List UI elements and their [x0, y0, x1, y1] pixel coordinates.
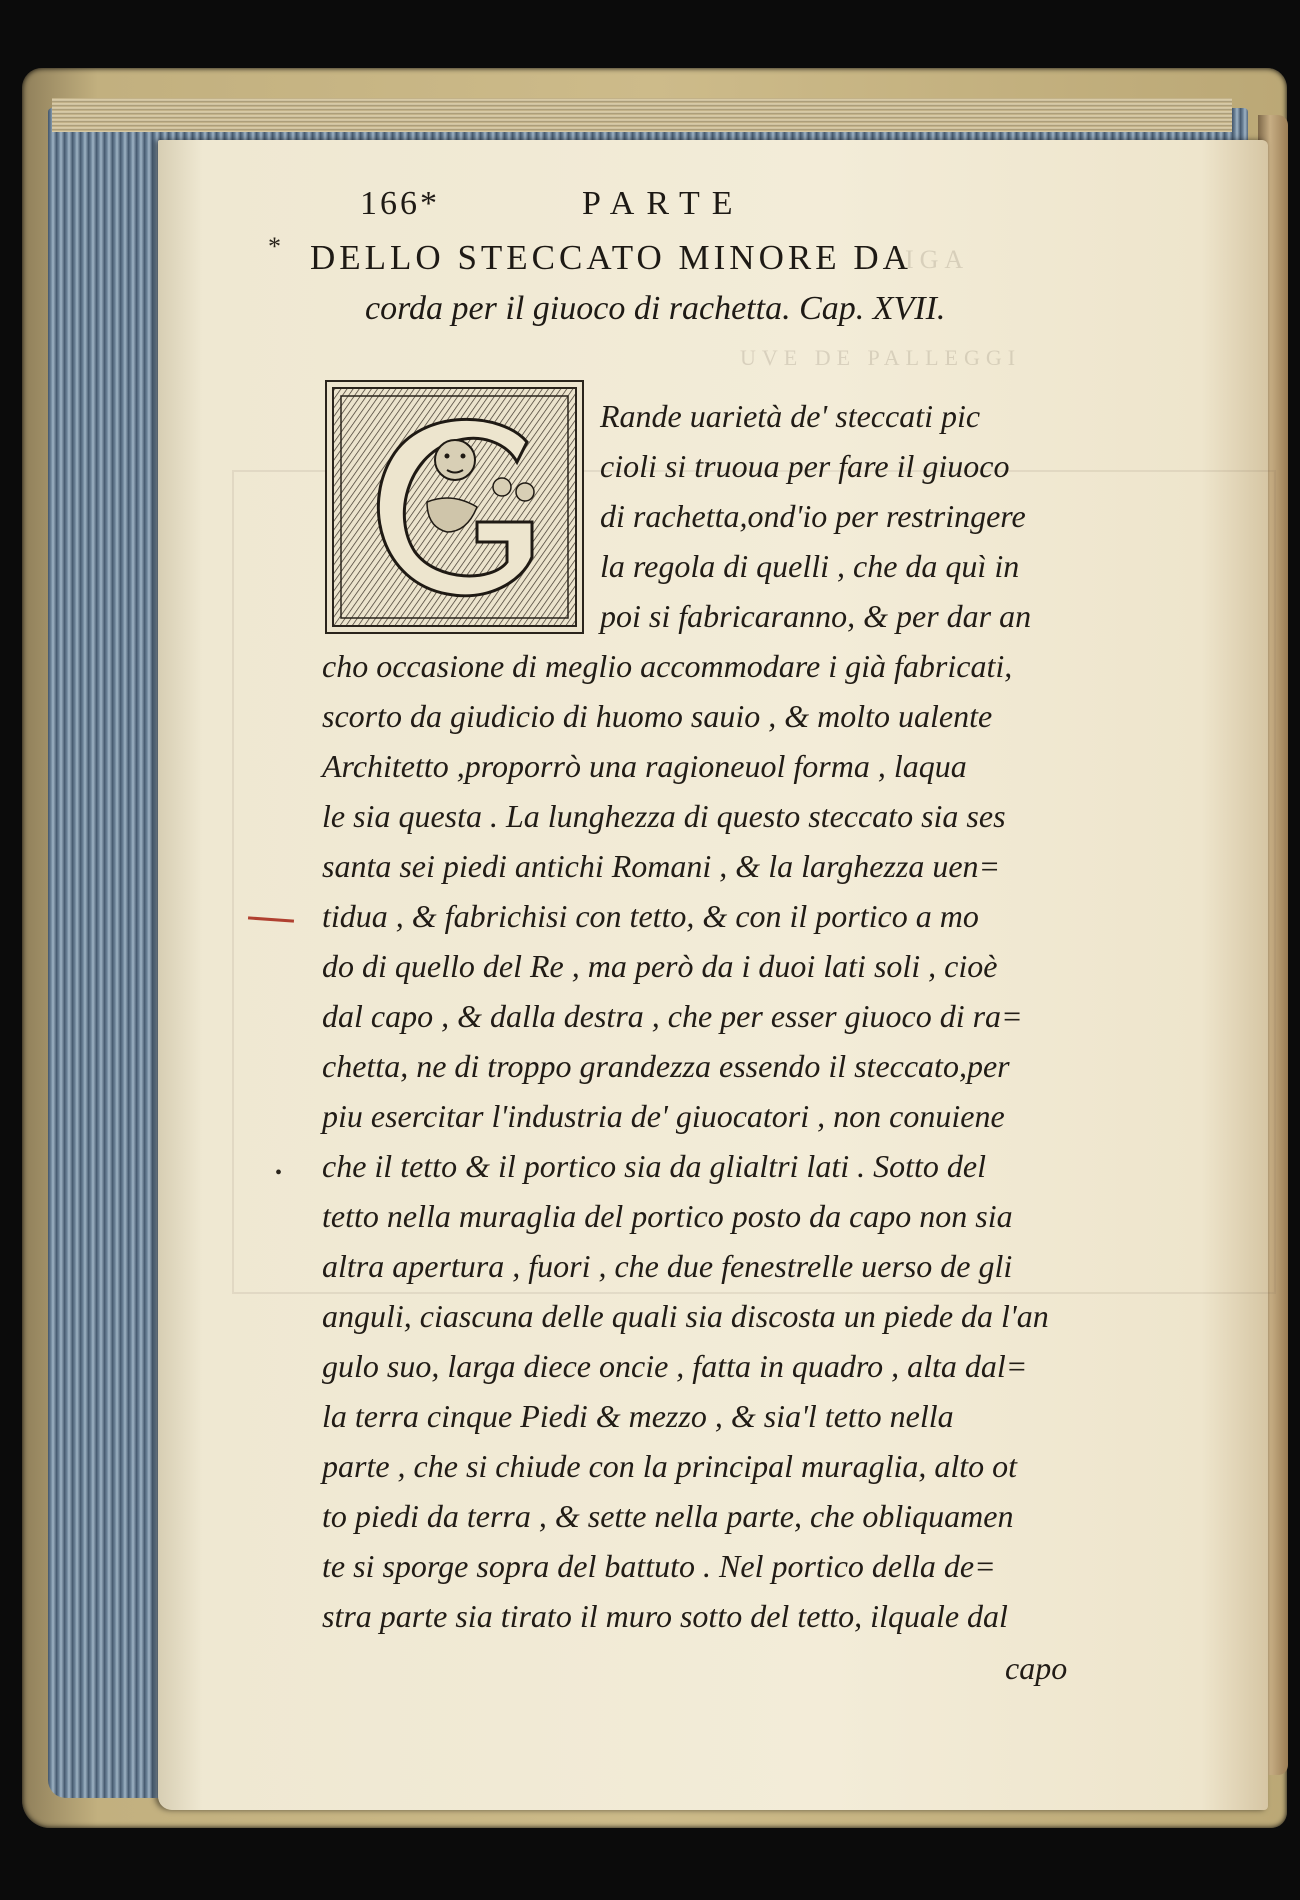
text-line: la regola di quelli , che da quì in — [600, 548, 1020, 584]
margin-dot: • — [275, 1162, 283, 1184]
chapter-subtitle: corda per il giuoco di rachetta. Cap. XVII. — [365, 290, 946, 327]
text-line: cioli si truoua per fare il giuoco — [600, 448, 1010, 484]
text-line: Architetto ,proporrò una ragioneuol forma , laqua — [322, 748, 967, 784]
text-line: le sia questa . La lunghezza di questo steccato sia ses — [322, 798, 1006, 834]
margin-asterisk: * — [268, 232, 281, 261]
page-number: 166* — [360, 185, 440, 222]
page-stack-top-edge — [52, 98, 1232, 132]
text-line: parte , che si chiude con la principal muraglia, alto ot — [322, 1448, 1018, 1484]
text-line: altra apertura , fuori , che due fenestrelle uerso de gli — [322, 1248, 1013, 1284]
text-line: che il tetto & il portico sia da glialtri lati . Sotto del — [322, 1148, 986, 1184]
woodcut-initial-g-icon — [325, 380, 584, 634]
show-through-text: UVE DE PALLEGGI — [740, 345, 1022, 370]
text-line: cho occasione di meglio accommodare i già fabricati, — [322, 648, 1013, 684]
text-line: la terra cinque Piedi & mezzo , & sia'l tetto nella — [322, 1398, 954, 1434]
text-line: poi si fabricaranno, & per dar an — [600, 598, 1032, 634]
text-line: anguli, ciascuna delle quali sia discosta un piede da l'an — [322, 1298, 1049, 1334]
text-line: gulo suo, larga diece oncie , fatta in quadro , alta dal= — [322, 1348, 1028, 1384]
page-header — [360, 185, 860, 235]
text-line: santa sei piedi antichi Romani , & la larghezza uen= — [322, 848, 1001, 884]
text-line: to piedi da terra , & sette nella parte, che obliquamen — [322, 1498, 1014, 1534]
text-line: do di quello del Re , ma però da i duoi lati soli , cioè — [322, 948, 998, 984]
text-line: stra parte sia tirato il muro sotto del tetto, ilquale dal — [322, 1598, 1008, 1634]
text-line: te si sporge sopra del battuto . Nel portico della de= — [322, 1548, 996, 1584]
text-line: dal capo , & dalla destra , che per esser giuoco di ra= — [322, 998, 1023, 1034]
show-through-text: IGA — [905, 245, 970, 274]
text-line: chetta, ne di troppo grandezza essendo il steccato,per — [322, 1048, 1010, 1084]
text-line: piu esercitar l'industria de' giuocatori , non conuiene — [322, 1098, 1005, 1134]
catchword: capo — [1005, 1650, 1068, 1686]
text-line: di rachetta,ond'io per restringere — [600, 498, 1026, 534]
chapter-title: DELLO STECCATO MINORE DA — [310, 238, 912, 277]
text-line: tetto nella muraglia del portico posto da capo non sia — [322, 1198, 1013, 1234]
running-head: PARTE — [582, 185, 745, 222]
text-line: tidua , & fabrichisi con tetto, & con il portico a mo — [322, 898, 979, 934]
text-line: scorto da giudicio di huomo sauio , & molto ualente — [322, 698, 993, 734]
text-line: Rande uarietà de' steccati pic — [600, 398, 981, 434]
